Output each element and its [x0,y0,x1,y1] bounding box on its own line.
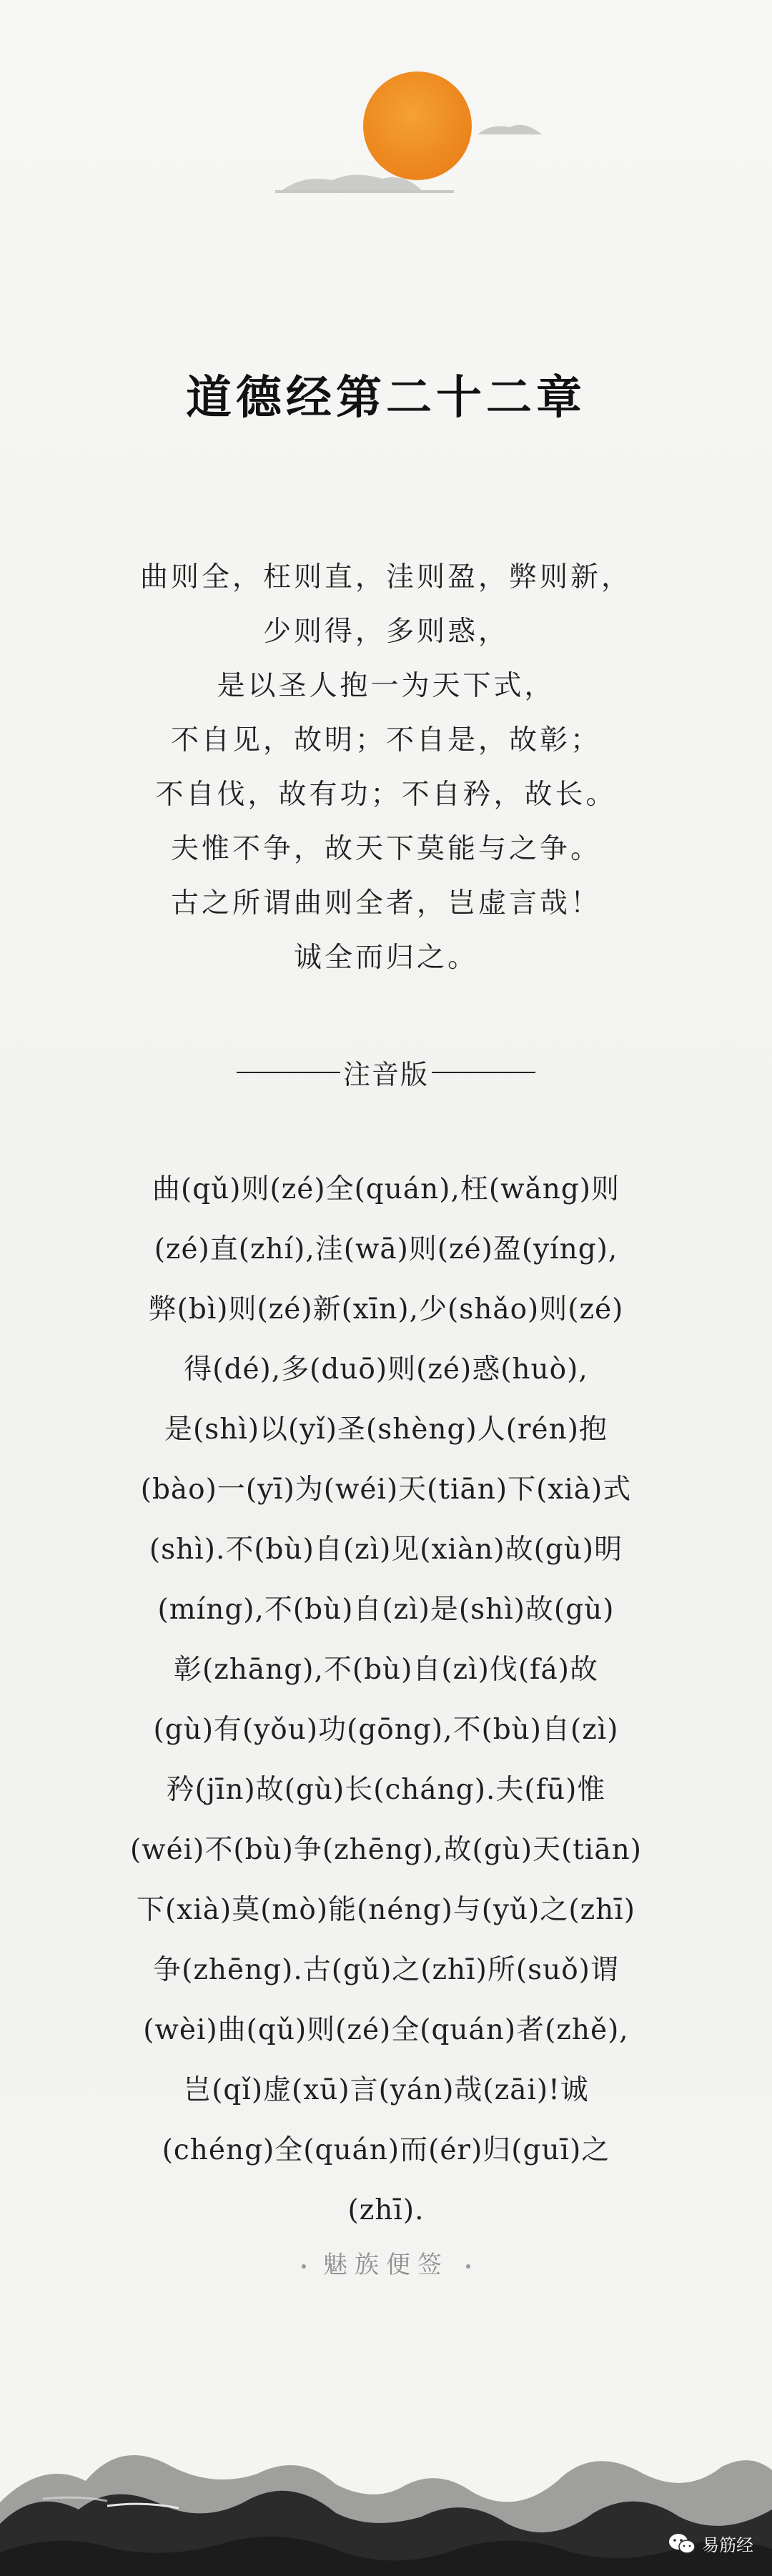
divider-line-left [237,1072,340,1073]
pinyin-line: 是(shì)以(yǐ)圣(shèng)人(rén)抱 [164,1413,608,1446]
pinyin-line: (bào)一(yī)为(wéi)天(tiān)下(xià)式 [140,1474,632,1506]
dot-icon [302,2264,306,2269]
pinyin-line: 矜(jīn)故(gù)长(cháng).夫(fū)惟 [166,1774,606,1806]
pinyin-line: (gù)有(yǒu)功(gōng),不(bù)自(zì) [153,1714,619,1746]
pinyin-line: 争(zhēng).古(gǔ)之(zhī)所(suǒ)谓 [153,1954,619,1986]
pinyin-line: 下(xià)莫(mò)能(néng)与(yǔ)之(zhī) [137,1894,635,1926]
section-divider [0,1052,772,1092]
pinyin-line: (chéng)全(quán)而(ér)归(guī)之 [162,2134,610,2166]
poem-line: 是以圣人抱一为天下式， [217,670,555,702]
page-title: 道德经第二十二章 [186,371,586,425]
pinyin-line: (míng),不(bù)自(zì)是(shì)故(gù) [157,1594,615,1626]
poem-text [43,551,729,985]
pinyin-line: (zhī). [347,2194,425,2226]
poem-line: 不自见，故明；不自是，故彰； [170,724,601,756]
poem-line: 少则得，多则惑， [262,616,509,648]
poem-line: 曲则全，枉则直，洼则盈，弊则新， [139,561,632,593]
pinyin-line: 岂(qǐ)虚(xū)言(yán)哉(zāi)!诚 [183,2074,589,2106]
pinyin-line: (shì).不(bù)自(zì)见(xiàn)故(gù)明 [149,1534,623,1566]
wechat-icon [668,2532,696,2555]
dot-icon [466,2264,470,2269]
divider-label: 注音版 [342,1059,429,1090]
pinyin-line: 得(dé),多(duō)则(zé)惑(huò), [184,1353,588,1386]
watermark-label: 易筋经 [702,2536,753,2555]
pinyin-line: (wéi)不(bù)争(zhēng),故(gù)天(tiān) [130,1834,642,1866]
divider-line-right [432,1072,535,1073]
sun-decoration [363,71,472,180]
mountain-decoration [0,2417,772,2576]
poem-line: 古之所谓曲则全者，岂虚言哉！ [170,887,601,919]
brand-footer [0,2245,772,2280]
brand-label: 魅族便签 [323,2251,449,2279]
pinyin-text [43,1160,729,2241]
pinyin-line: 彰(zhāng),不(bù)自(zì)伐(fá)故 [174,1654,598,1686]
pinyin-line: (zé)直(zhí),洼(wā)则(zé)盈(yíng), [154,1233,618,1265]
watermark [668,2531,753,2556]
poem-line: 夫惟不争，故天下莫能与之争。 [170,833,601,865]
cloud-right-decoration [477,120,542,136]
poem-line: 诚全而归之。 [293,942,478,974]
poem-line: 不自伐，故有功；不自矜，故长。 [155,779,617,811]
pinyin-line: (wèi)曲(qǔ)则(zé)全(quán)者(zhě), [143,2014,629,2046]
pinyin-line: 曲(qǔ)则(zé)全(quán),枉(wǎng)则 [152,1173,620,1205]
pinyin-line: 弊(bì)则(zé)新(xīn),少(shǎo)则(zé) [148,1293,624,1326]
cloud-left-decoration [275,169,454,193]
